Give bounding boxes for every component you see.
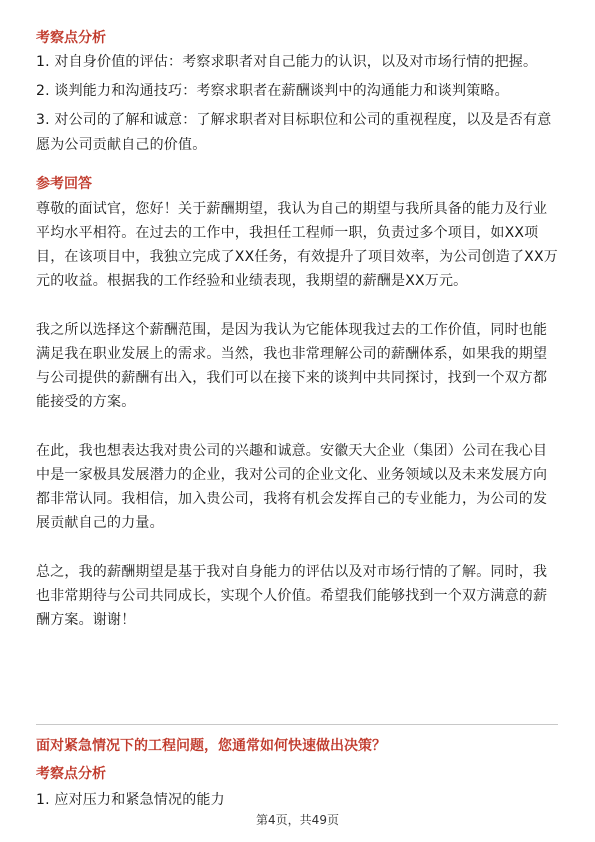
answer-paragraph-1: 尊敬的面试官，您好！关于薪酬期望，我认为自己的期望与我所具备的能力及行业平均水平相符。在过去的工作中，我担任工程师一职，负责过多个项目，如XX项目，在该项目中，我独立完成了XX任务，有效提升了项目效率，为公司创造了XX万元的收益。根据我的工作经验和业绩表现，我期望的薪酬是XX万元。	[36, 201, 558, 289]
section-heading-reference-answer: 参考回答	[36, 176, 92, 192]
answer-paragraph-3: 在此，我也想表达我对贵公司的兴趣和诚意。安徽天大企业（集团）公司在我心目中是一家极具发展潜力的企业，我对公司的企业文化、业务领域以及未来发展方向都非常认同。我相信，加入贵公司，我将有机会发挥自己的专业能力，为公司的发展贡献自己的力量。	[36, 443, 548, 531]
analysis-point-3: 3. 对公司的了解和诚意：了解求职者对目标职位和公司的重视程度，以及是否有意愿为公司贡献自己的价值。	[36, 112, 552, 153]
analysis-list	[36, 50, 558, 158]
answer-paragraph-2: 我之所以选择这个薪酬范围，是因为我认为它能体现我过去的工作价值，同时也能满足我在职业发展上的需求。当然，我也非常理解公司的薪酬体系，如果我的期望与公司提供的薪酬有出入，我们可以在接下来的谈判中共同探讨，找到一个双方都能接受的方案。	[36, 322, 548, 410]
analysis-point-2: 2. 谈判能力和沟通技巧：考察求职者在薪酬谈判中的沟通能力和谈判策略。	[36, 83, 509, 99]
analysis-point-1: 1. 对自身价值的评估：考察求职者对自己能力的认识，以及对市场行情的把握。	[36, 54, 538, 70]
answer-paragraph-4: 总之，我的薪酬期望是基于我对自身能力的评估以及对市场行情的了解。同时，我也非常期待与公司共同成长，实现个人价值。希望我们能够找到一个双方满意的薪酬方案。谢谢！	[36, 564, 548, 628]
answer-body	[36, 197, 558, 632]
section-divider	[36, 724, 558, 725]
next-question-title: 面对紧急情况下的工程问题，您通常如何快速做出决策？	[36, 738, 386, 754]
next-section-heading-analysis: 考察点分析	[36, 766, 106, 782]
page-number-footer: 第4页，共49页	[256, 813, 339, 827]
section-heading-analysis: 考察点分析	[36, 30, 106, 46]
next-analysis-point-1: 1. 应对压力和紧急情况的能力	[36, 792, 225, 808]
